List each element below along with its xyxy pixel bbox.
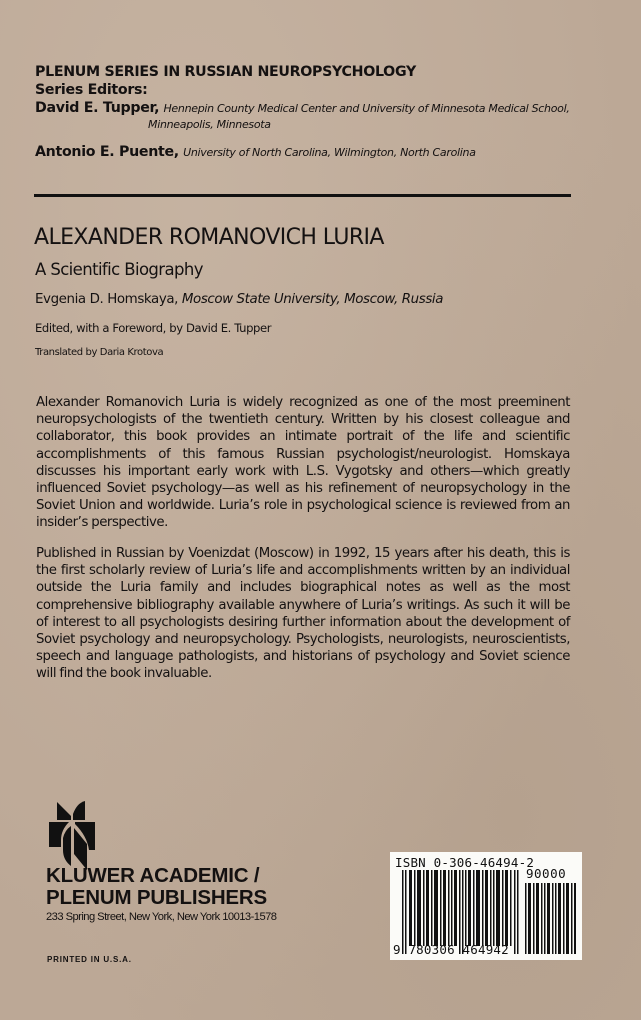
price-code: 90000 — [526, 866, 567, 881]
author-line — [35, 292, 443, 307]
book-title: ALEXANDER ROMANOVICH LURIA — [34, 225, 384, 250]
publisher-name-line-1: KLUWER ACADEMIC / — [46, 864, 260, 887]
description-paragraph-1: Alexander Romanovich Luria is widely recognized as one of the most preeminent neuropsychologists of the twentieth century. Written by his closest colleague and collaborator, this book provides an intimate portrait of the life and scientific accomplishments of this famous Russian psychologist/neurologist. Homskaya discusses his important early work with L.S. Vygotsky and others—which greatly influenced Soviet psychology—as well as his refinement of neuropsychology in the Soviet Union and worldwide. Luria’s role in psychological science is reviewed from an insider’s perspective. — [36, 395, 570, 531]
printed-in: PRINTED IN U.S.A. — [47, 955, 132, 964]
kluwer-plenum-logo-icon — [47, 800, 97, 872]
publisher-name-line-2: PLENUM PUBLISHERS — [46, 886, 267, 909]
series-editors-label: Series Editors: — [35, 82, 148, 98]
translated-by: Translated by Daria Krotova — [35, 347, 164, 358]
editor-affiliation: Hennepin County Medical Center and University of Minnesota Medical School, — [163, 102, 570, 115]
ean-number: 9 780306 464942 — [393, 942, 509, 957]
editor-affiliation: University of North Carolina, Wilmington, North Carolina — [183, 146, 476, 159]
book-subtitle: A Scientific Biography — [35, 260, 203, 279]
publisher-address: 233 Spring Street, New York, New York 10013-1578 — [46, 911, 277, 923]
author-affiliation: Moscow State University, Moscow, Russia — [181, 292, 444, 307]
author-name: Evgenia D. Homskaya, — [35, 292, 179, 307]
editor-name: Antonio E. Puente, — [35, 144, 179, 160]
separator-rule — [34, 194, 571, 197]
price-addon-barcode-icon — [525, 883, 577, 954]
edited-by: Edited, with a Foreword, by David E. Tupper — [35, 321, 272, 335]
editor-affiliation-continued: Minneapolis, Minnesota — [148, 118, 271, 131]
editor-name: David E. Tupper, — [35, 100, 160, 116]
series-editor-1 — [35, 100, 570, 116]
isbn-number: ISBN 0-306-46494-2 — [395, 855, 535, 870]
series-title: PLENUM SERIES IN RUSSIAN NEUROPSYCHOLOGY — [35, 64, 416, 80]
series-editor-2 — [35, 144, 476, 160]
description-paragraph-2: Published in Russian by Voenizdat (Moscow) in 1992, 15 years after his death, this is the first scholarly review of Luria’s life and accomplishments written by an individual outside the Luria family and includes biographical notes as well as the most comprehensive bibliography available anywhere of Luria’s writings. As such it will be of interest to all psychologists desiring further information about the development of Soviet psychology and neuropsychology. Psychologists, neurologists, neuroscientists, speech and language pathologists, and historians of psychology and Soviet science will find the book invaluable. — [36, 546, 570, 682]
